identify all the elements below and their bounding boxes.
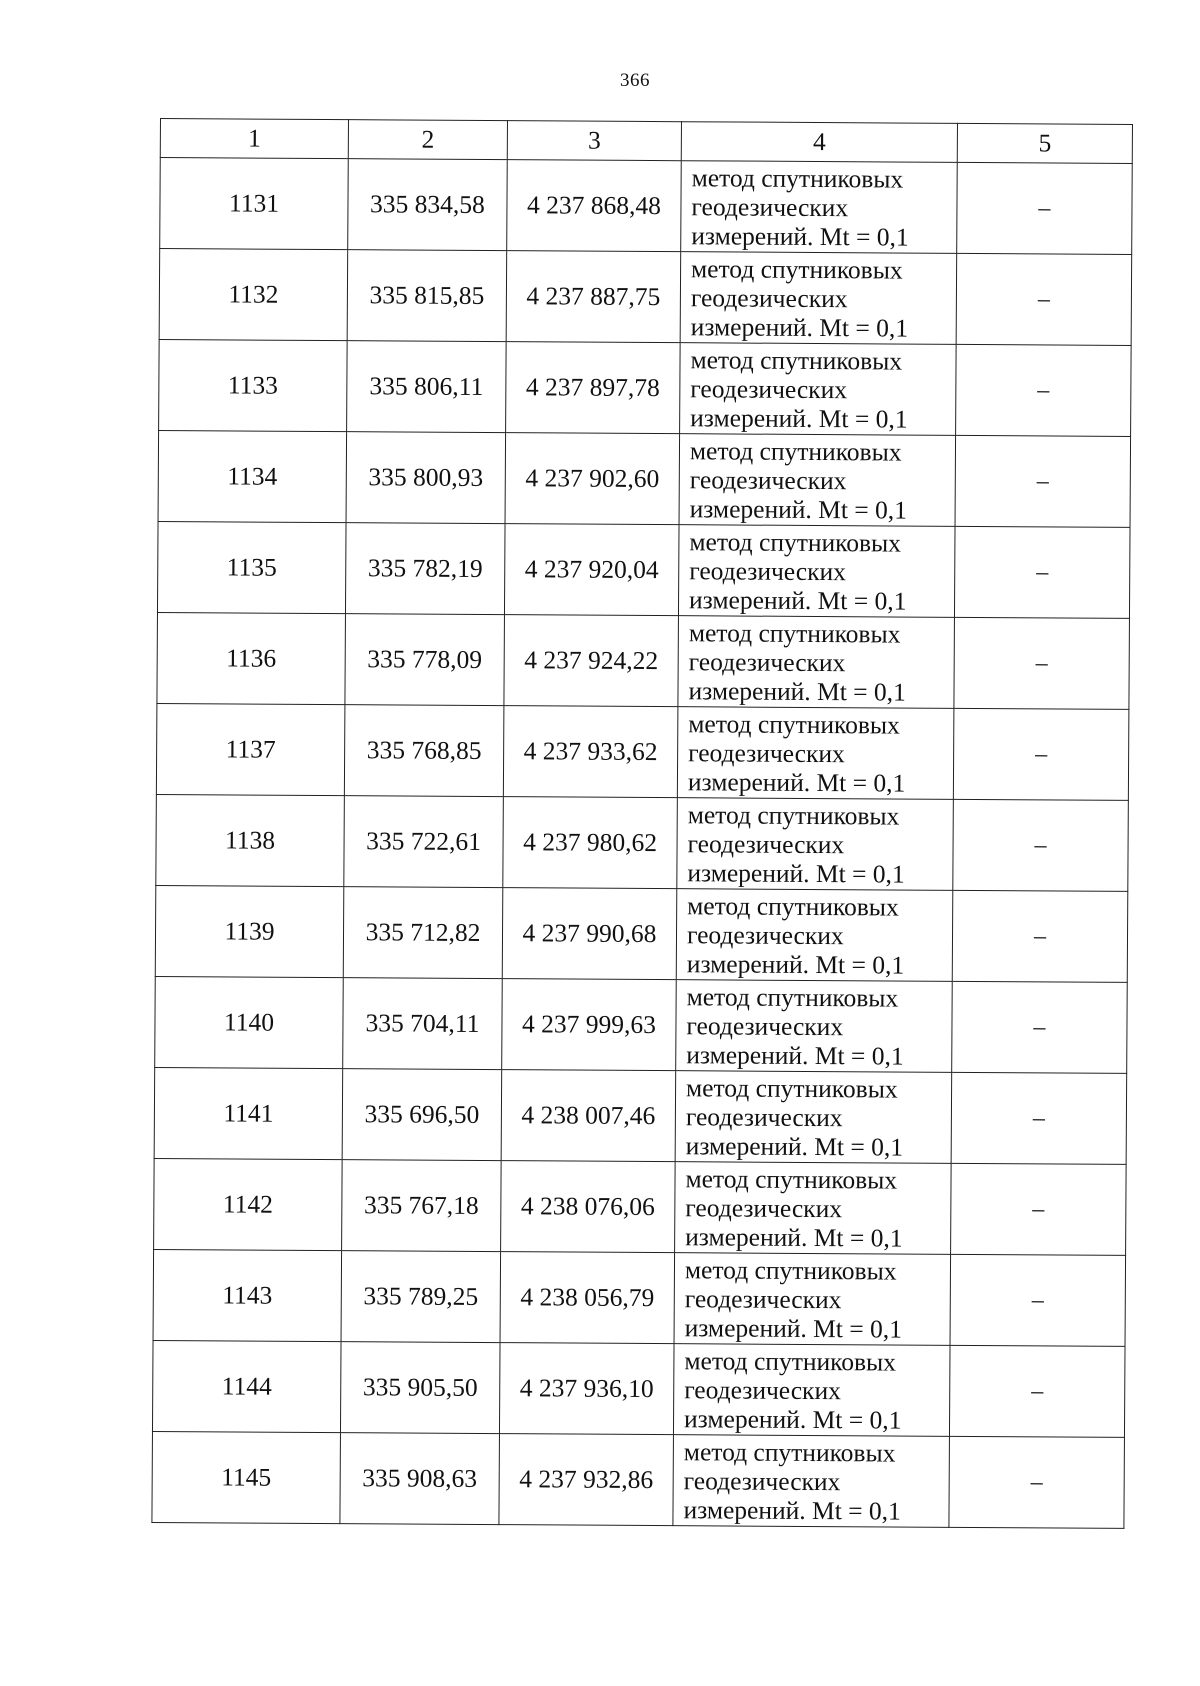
column-header-5: 5: [957, 123, 1132, 163]
x-coordinate-cell: 335 768,85: [344, 705, 504, 797]
method-cell: метод спутниковых геодезических измерений. Mt = 0,1: [680, 343, 957, 436]
method-cell: метод спутниковых геодезических измерений. Mt = 0,1: [674, 1253, 951, 1346]
y-coordinate-cell: 4 237 924,22: [504, 615, 679, 707]
note-cell: –: [956, 253, 1132, 345]
x-coordinate-cell: 335 722,61: [344, 796, 504, 888]
method-cell: метод спутниковых геодезических измерений. Mt = 0,1: [676, 980, 953, 1073]
x-coordinate-cell: 335 778,09: [345, 614, 505, 706]
table-header: [160, 119, 1132, 164]
method-cell: метод спутниковых геодезических измерений. Mt = 0,1: [675, 1162, 952, 1255]
table-row: [152, 1431, 1125, 1528]
table-row: [155, 885, 1128, 982]
point-number-cell: 1132: [159, 249, 348, 341]
method-cell: метод спутниковых геодезических измерений. Mt = 0,1: [677, 798, 954, 891]
y-coordinate-cell: 4 237 868,48: [507, 160, 682, 252]
table-row: [159, 339, 1132, 436]
y-coordinate-cell: 4 237 902,60: [505, 433, 680, 525]
note-cell: –: [953, 799, 1129, 891]
column-header-4: 4: [681, 122, 957, 163]
column-header-1: 1: [160, 119, 348, 159]
table-row: [158, 430, 1131, 527]
table-row: [159, 249, 1132, 346]
y-coordinate-cell: 4 237 933,62: [503, 706, 678, 798]
point-number-cell: 1131: [160, 158, 349, 250]
x-coordinate-cell: 335 767,18: [342, 1160, 502, 1252]
table-row: [157, 521, 1130, 618]
point-number-cell: 1144: [152, 1340, 341, 1432]
note-cell: –: [952, 981, 1128, 1073]
x-coordinate-cell: 335 815,85: [347, 250, 507, 342]
y-coordinate-cell: 4 238 056,79: [500, 1252, 675, 1344]
point-number-cell: 1141: [154, 1067, 343, 1159]
y-coordinate-cell: 4 237 990,68: [502, 888, 677, 980]
point-number-cell: 1139: [155, 885, 344, 977]
table-row: [152, 1340, 1125, 1437]
method-cell: метод спутниковых геодезических измерений. Mt = 0,1: [677, 707, 954, 800]
point-number-cell: 1140: [155, 976, 344, 1068]
table-row: [157, 612, 1130, 709]
y-coordinate-cell: 4 238 007,46: [501, 1070, 676, 1162]
column-header-2: 2: [348, 120, 507, 160]
table-row: [154, 1158, 1127, 1255]
x-coordinate-cell: 335 806,11: [347, 341, 507, 433]
note-cell: –: [955, 435, 1131, 527]
header-row: [160, 119, 1132, 164]
page-number: 366: [620, 70, 650, 91]
table-body: [152, 158, 1132, 1529]
note-cell: –: [954, 617, 1130, 709]
method-cell: метод спутниковых геодезических измерений. Mt = 0,1: [673, 1435, 950, 1528]
note-cell: –: [956, 344, 1132, 436]
note-cell: –: [957, 162, 1133, 254]
point-number-cell: 1145: [152, 1431, 341, 1523]
x-coordinate-cell: 335 789,25: [341, 1251, 501, 1343]
x-coordinate-cell: 335 712,82: [343, 887, 503, 979]
y-coordinate-cell: 4 237 936,10: [499, 1343, 674, 1435]
x-coordinate-cell: 335 782,19: [345, 523, 505, 615]
method-cell: метод спутниковых геодезических измерений. Mt = 0,1: [680, 252, 957, 345]
note-cell: –: [950, 1254, 1126, 1346]
point-number-cell: 1136: [157, 612, 346, 704]
point-number-cell: 1138: [156, 794, 345, 886]
column-header-3: 3: [507, 121, 681, 161]
y-coordinate-cell: 4 237 887,75: [506, 251, 681, 343]
note-cell: –: [952, 890, 1128, 982]
table-row: [156, 794, 1129, 891]
y-coordinate-cell: 4 237 920,04: [504, 524, 679, 616]
table-row: [155, 976, 1128, 1073]
point-number-cell: 1133: [159, 339, 348, 431]
note-cell: –: [949, 1436, 1125, 1528]
table-row: [154, 1067, 1127, 1164]
method-cell: метод спутниковых геодезических измерений. Mt = 0,1: [678, 616, 955, 709]
table-row: [160, 158, 1133, 255]
coordinates-table: [151, 118, 1133, 1529]
x-coordinate-cell: 335 905,50: [340, 1342, 500, 1434]
x-coordinate-cell: 335 800,93: [346, 432, 506, 524]
method-cell: метод спутниковых геодезических измерений. Mt = 0,1: [679, 434, 956, 527]
point-number-cell: 1143: [153, 1249, 342, 1341]
x-coordinate-cell: 335 908,63: [340, 1433, 500, 1525]
method-cell: метод спутниковых геодезических измерений. Mt = 0,1: [681, 161, 958, 254]
method-cell: метод спутниковых геодезических измерений. Mt = 0,1: [678, 525, 955, 618]
method-cell: метод спутниковых геодезических измерений. Mt = 0,1: [675, 1071, 952, 1164]
method-cell: метод спутниковых геодезических измерений. Mt = 0,1: [673, 1344, 950, 1437]
y-coordinate-cell: 4 237 980,62: [503, 797, 678, 889]
point-number-cell: 1134: [158, 430, 347, 522]
y-coordinate-cell: 4 237 999,63: [502, 979, 677, 1071]
method-cell: метод спутниковых геодезических измерений. Mt = 0,1: [676, 889, 953, 982]
point-number-cell: 1137: [156, 703, 345, 795]
table-row: [153, 1249, 1126, 1346]
note-cell: –: [951, 1163, 1127, 1255]
note-cell: –: [949, 1345, 1125, 1437]
x-coordinate-cell: 335 704,11: [343, 978, 503, 1070]
x-coordinate-cell: 335 696,50: [342, 1069, 502, 1161]
y-coordinate-cell: 4 237 897,78: [506, 342, 681, 434]
y-coordinate-cell: 4 237 932,86: [499, 1434, 674, 1526]
point-number-cell: 1135: [157, 521, 346, 613]
table-row: [156, 703, 1129, 800]
point-number-cell: 1142: [154, 1158, 343, 1250]
note-cell: –: [953, 708, 1129, 800]
y-coordinate-cell: 4 238 076,06: [501, 1161, 676, 1253]
note-cell: –: [951, 1072, 1127, 1164]
note-cell: –: [954, 526, 1130, 618]
x-coordinate-cell: 335 834,58: [348, 159, 508, 251]
